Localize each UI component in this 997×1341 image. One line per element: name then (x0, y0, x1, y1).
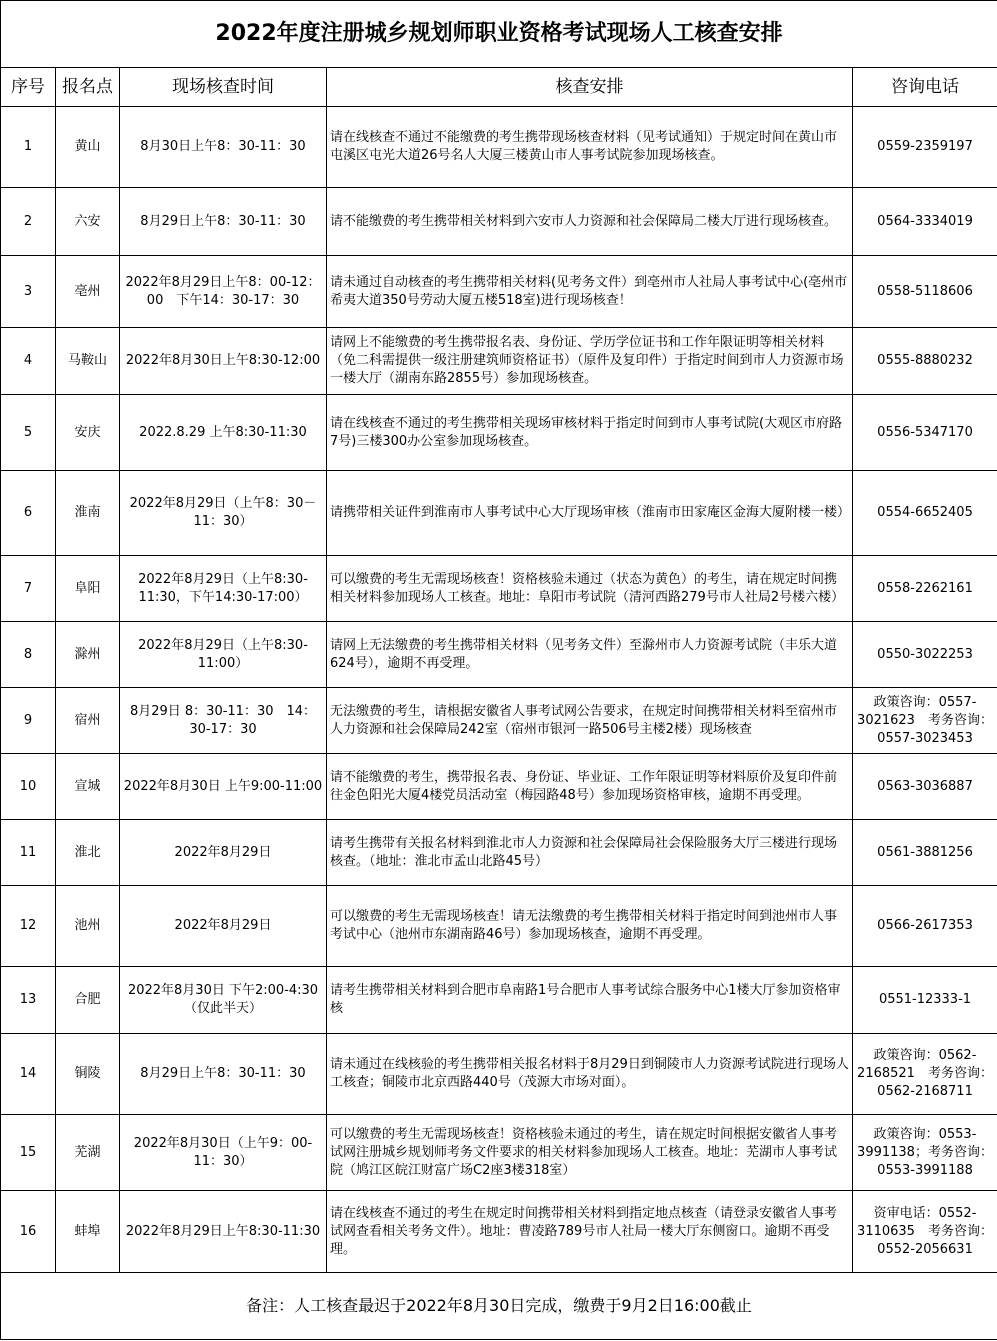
row-arrangement: 请未通过自动核查的考生携带相关材料(见考务文件）到亳州市人社局人事考试中心(亳州市希夷大道350号劳动大厦五楼518室)进行现场核查！ (327, 256, 853, 328)
row-arrangement: 可以缴费的考生无需现场核查！资格核验未通过的考生，请在规定时间根据安徽省人事考试网注册城乡规划师考务文件要求的相关材料参加现场人工核查。地址：芜湖市人事考试院（鸠江区皖江财富广场C2座3楼318室） (327, 1115, 853, 1191)
row-phone: 0558-2262161 (853, 556, 997, 622)
row-site: 滁州 (56, 622, 120, 688)
row-arrangement: 请在线核查不通过的考生在规定时间携带相关材料到指定地点核查（请登录安徽省人事考试网查看相关考务文件）。地址：曹凌路789号市人社局一楼大厅东侧窗口。逾期不再受理。 (327, 1191, 853, 1273)
row-time: 2022年8月30日（上午9：00-11：30） (120, 1115, 327, 1191)
table-row (1, 967, 997, 1034)
row-phone: 0563-3036887 (853, 754, 997, 820)
table-row (1, 556, 997, 622)
row-time: 2022年8月30日 下午2:00-4:30（仅此半天） (120, 967, 327, 1034)
table-row (1, 1191, 997, 1273)
row-number: 10 (1, 754, 56, 820)
row-arrangement: 请未通过在线核验的考生携带相关报名材料于8月29日到铜陵市人力资源考试院进行现场人工核查；铜陵市北京西路440号（茂源大市场对面）。 (327, 1034, 853, 1115)
row-arrangement: 请考生携带相关材料到合肥市阜南路1号合肥市人事考试综合服务中心1楼大厅参加资格审核 (327, 967, 853, 1034)
row-number: 14 (1, 1034, 56, 1115)
table-row (1, 328, 997, 395)
row-phone: 0554-6652405 (853, 471, 997, 556)
row-time: 8月29日上午8：30-11：30 (120, 188, 327, 256)
row-arrangement: 无法缴费的考生，请根据安徽省人事考试网公告要求，在规定时间携带相关材料至宿州市人力资源和社会保障局242室（宿州市银河一路506号主楼2楼）现场核查 (327, 688, 853, 754)
row-number: 5 (1, 395, 56, 471)
header-no: 序号 (1, 68, 56, 107)
row-arrangement: 请在线核查不通过的考生携带相关现场审核材料于指定时间到市人事考试院(大观区市府路7号)三楼300办公室参加现场核查。 (327, 395, 853, 471)
row-phone: 0556-5347170 (853, 395, 997, 471)
table-row (1, 188, 997, 256)
header-arrangement: 核查安排 (327, 68, 853, 107)
row-phone: 0561-3881256 (853, 820, 997, 886)
row-time: 2022年8月30日 上午9:00-11:00 (120, 754, 327, 820)
row-number: 16 (1, 1191, 56, 1273)
row-number: 9 (1, 688, 56, 754)
row-phone: 0559-2359197 (853, 107, 997, 188)
row-time: 2022年8月29日（上午8：30－11：30） (120, 471, 327, 556)
row-time: 2022年8月29日（上午8:30-11:00） (120, 622, 327, 688)
row-site: 黄山 (56, 107, 120, 188)
row-number: 1 (1, 107, 56, 188)
table-row (1, 754, 997, 820)
row-phone: 0558-5118606 (853, 256, 997, 328)
row-site: 蚌埠 (56, 1191, 120, 1273)
row-phone: 0555-8880232 (853, 328, 997, 395)
table-row (1, 820, 997, 886)
row-site: 阜阳 (56, 556, 120, 622)
header-phone: 咨询电话 (853, 68, 997, 107)
row-time: 8月29日 8：30-11：30 14：30-17：30 (120, 688, 327, 754)
row-arrangement: 请网上无法缴费的考生携带相关材料（见考务文件）至滁州市人力资源考试院（丰乐大道624号），逾期不再受理。 (327, 622, 853, 688)
row-site: 宿州 (56, 688, 120, 754)
table-row (1, 256, 997, 328)
table-row (1, 1115, 997, 1191)
row-arrangement: 请不能缴费的考生携带相关材料到六安市人力资源和社会保障局二楼大厅进行现场核查。 (327, 188, 853, 256)
row-phone: 0550-3022253 (853, 622, 997, 688)
row-number: 11 (1, 820, 56, 886)
row-time: 2022年8月29日 (120, 820, 327, 886)
row-arrangement: 请在线核查不通过不能缴费的考生携带现场核查材料（见考试通知）于规定时间在黄山市屯溪区屯光大道26号名人大厦三楼黄山市人事考试院参加现场核查。 (327, 107, 853, 188)
table-row (1, 688, 997, 754)
row-time: 2022年8月29日上午8：00-12：00 下午14：30-17：30 (120, 256, 327, 328)
table-row (1, 107, 997, 188)
row-number: 4 (1, 328, 56, 395)
header-time: 现场核查时间 (120, 68, 327, 107)
row-site: 宣城 (56, 754, 120, 820)
row-number: 7 (1, 556, 56, 622)
row-arrangement: 可以缴费的考生无需现场核查！请无法缴费的考生携带相关材料于指定时间到池州市人事考试中心（池州市东湖南路46号）参加现场核查，逾期不再受理。 (327, 886, 853, 967)
row-arrangement: 可以缴费的考生无需现场核查！资格核验未通过（状态为黄色）的考生，请在规定时间携相关材料参加现场人工核查。地址：阜阳市考试院（清河西路279号市人社局2号楼六楼） (327, 556, 853, 622)
row-number: 6 (1, 471, 56, 556)
row-number: 13 (1, 967, 56, 1034)
row-site: 铜陵 (56, 1034, 120, 1115)
row-site: 六安 (56, 188, 120, 256)
row-number: 12 (1, 886, 56, 967)
row-phone: 政策咨询：0557-3021623 考务咨询：0557-3023453 (853, 688, 997, 754)
row-number: 3 (1, 256, 56, 328)
row-phone: 政策咨询：0553-3991138；考务咨询：0553-3991188 (853, 1115, 997, 1191)
row-number: 8 (1, 622, 56, 688)
table-row (1, 471, 997, 556)
row-time: 2022年8月29日（上午8:30-11:30，下午14:30-17:00） (120, 556, 327, 622)
table-row (1, 395, 997, 471)
row-phone: 0564-3334019 (853, 188, 997, 256)
row-time: 2022年8月29日上午8:30-11:30 (120, 1191, 327, 1273)
row-site: 淮南 (56, 471, 120, 556)
row-phone: 0566-2617353 (853, 886, 997, 967)
row-arrangement: 请不能缴费的考生，携带报名表、身份证、毕业证、工作年限证明等材料原价及复印件前往金色阳光大厦4楼党员活动室（梅园路48号）参加现场资格审核，逾期不再受理。 (327, 754, 853, 820)
table-row (1, 622, 997, 688)
row-time: 8月30日上午8：30-11：30 (120, 107, 327, 188)
table-row (1, 1034, 997, 1115)
row-time: 2022年8月29日 (120, 886, 327, 967)
header-site: 报名点 (56, 68, 120, 107)
page-title: 2022年度注册城乡规划师职业资格考试现场人工核查安排 (1, 1, 997, 68)
row-time: 2022年8月30日上午8:30-12:00 (120, 328, 327, 395)
row-phone: 资审电话：0552-3110635 考务咨询：0552-2056631 (853, 1191, 997, 1273)
row-site: 淮北 (56, 820, 120, 886)
row-time: 8月29日上午8：30-11：30 (120, 1034, 327, 1115)
row-site: 亳州 (56, 256, 120, 328)
row-site: 安庆 (56, 395, 120, 471)
row-site: 合肥 (56, 967, 120, 1034)
row-number: 15 (1, 1115, 56, 1191)
row-time: 2022.8.29 上午8:30-11:30 (120, 395, 327, 471)
row-site: 芜湖 (56, 1115, 120, 1191)
row-arrangement: 请考生携带有关报名材料到淮北市人力资源和社会保障局社会保险服务大厅三楼进行现场核查。（地址：淮北市孟山北路45号） (327, 820, 853, 886)
row-arrangement: 请网上不能缴费的考生携带报名表、身份证、学历学位证书和工作年限证明等相关材料（免二科需提供一级注册建筑师资格证书）（原件及复印件）于指定时间到市人力资源市场一楼大厅（湖南东路2855号）参加现场核查。 (327, 328, 853, 395)
row-site: 池州 (56, 886, 120, 967)
row-phone: 0551-12333-1 (853, 967, 997, 1034)
row-phone: 政策咨询：0562-2168521 考务咨询：0562-2168711 (853, 1034, 997, 1115)
row-number: 2 (1, 188, 56, 256)
table-body (1, 107, 997, 1273)
row-arrangement: 请携带相关证件到淮南市人事考试中心大厅现场审核（淮南市田家庵区金海大厦附楼一楼） (327, 471, 853, 556)
footnote: 备注：人工核查最迟于2022年8月30日完成，缴费于9月2日16:00截止 (1, 1273, 997, 1340)
table-row (1, 886, 997, 967)
row-site: 马鞍山 (56, 328, 120, 395)
